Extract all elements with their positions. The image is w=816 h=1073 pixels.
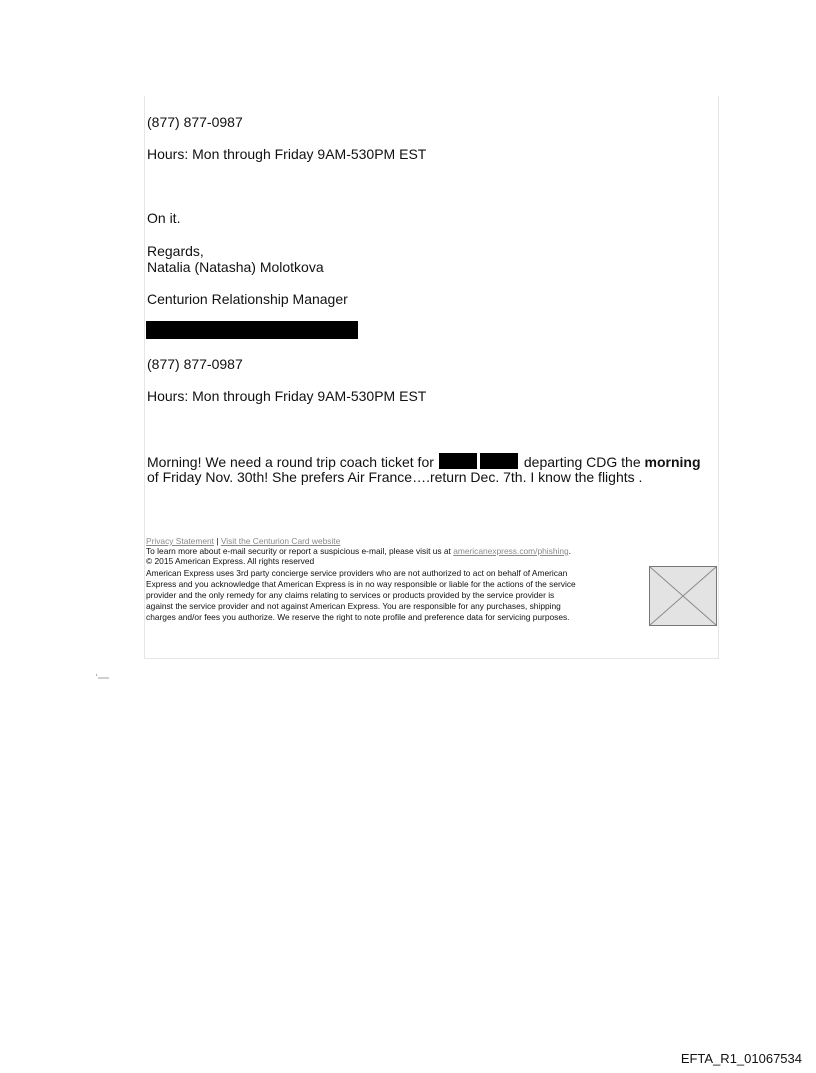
- security-text: To learn more about e-mail security or report a suspicious e-mail, please visit us at: [146, 546, 451, 556]
- footer-disclaimer-line-5: charges and/or fees you authorize. We reserve the right to note profile and preference data for servicing purposes.: [146, 612, 570, 622]
- signature-hours-top: Hours: Mon through Friday 9AM-530PM EST: [147, 146, 427, 162]
- signature-phone-top: (877) 877-0987: [147, 114, 243, 130]
- stray-mark: [96, 674, 109, 679]
- footer-disclaimer-line-3: provider and the only remedy for any claims relating to services or products provided by the service provider is: [146, 590, 555, 600]
- request-text-part2: departing CDG the: [523, 454, 641, 470]
- bates-number: EFTA_R1_01067534: [680, 1051, 802, 1066]
- footer-copyright: © 2015 American Express. All rights reserved: [146, 556, 315, 566]
- sender-title: Centurion Relationship Manager: [147, 291, 348, 307]
- redaction-block-email: [146, 321, 358, 339]
- reply-text: On it.: [147, 210, 181, 226]
- centurion-website-link[interactable]: Visit the Centurion Card website: [220, 536, 341, 546]
- request-line-2: of Friday Nov. 30th! She prefers Air France….return Dec. 7th. I know the flights .: [147, 469, 643, 485]
- request-line-1: [147, 453, 701, 470]
- request-text-part1: Morning! We need a round trip coach ticket for: [147, 454, 434, 470]
- redaction-block-name-first: [439, 453, 477, 469]
- sender-name: Natalia (Natasha) Molotkova: [147, 259, 324, 275]
- regards-text: Regards,: [147, 243, 204, 259]
- image-placeholder-icon: [649, 566, 717, 626]
- phishing-link[interactable]: americanexpress.com/phishing: [453, 546, 569, 556]
- privacy-statement-link[interactable]: Privacy Statement: [146, 536, 214, 546]
- signature-phone: (877) 877-0987: [147, 356, 243, 372]
- signature-hours: Hours: Mon through Friday 9AM-530PM EST: [147, 388, 427, 404]
- footer-disclaimer-line-4: against the service provider and not against American Express. You are responsible for any purchases, shipping: [146, 601, 561, 611]
- security-period: .: [568, 546, 571, 556]
- request-bold-word: morning: [644, 454, 701, 470]
- redaction-block-name-last: [480, 453, 518, 469]
- footer-disclaimer-line-1: American Express uses 3rd party concierge service providers who are not authorized to act on behalf of American: [146, 568, 568, 578]
- footer-disclaimer-line-2: Express and you acknowledge that American Express is in no way responsible or liable for the actions of the service: [146, 579, 576, 589]
- footer-separator: |: [216, 536, 219, 546]
